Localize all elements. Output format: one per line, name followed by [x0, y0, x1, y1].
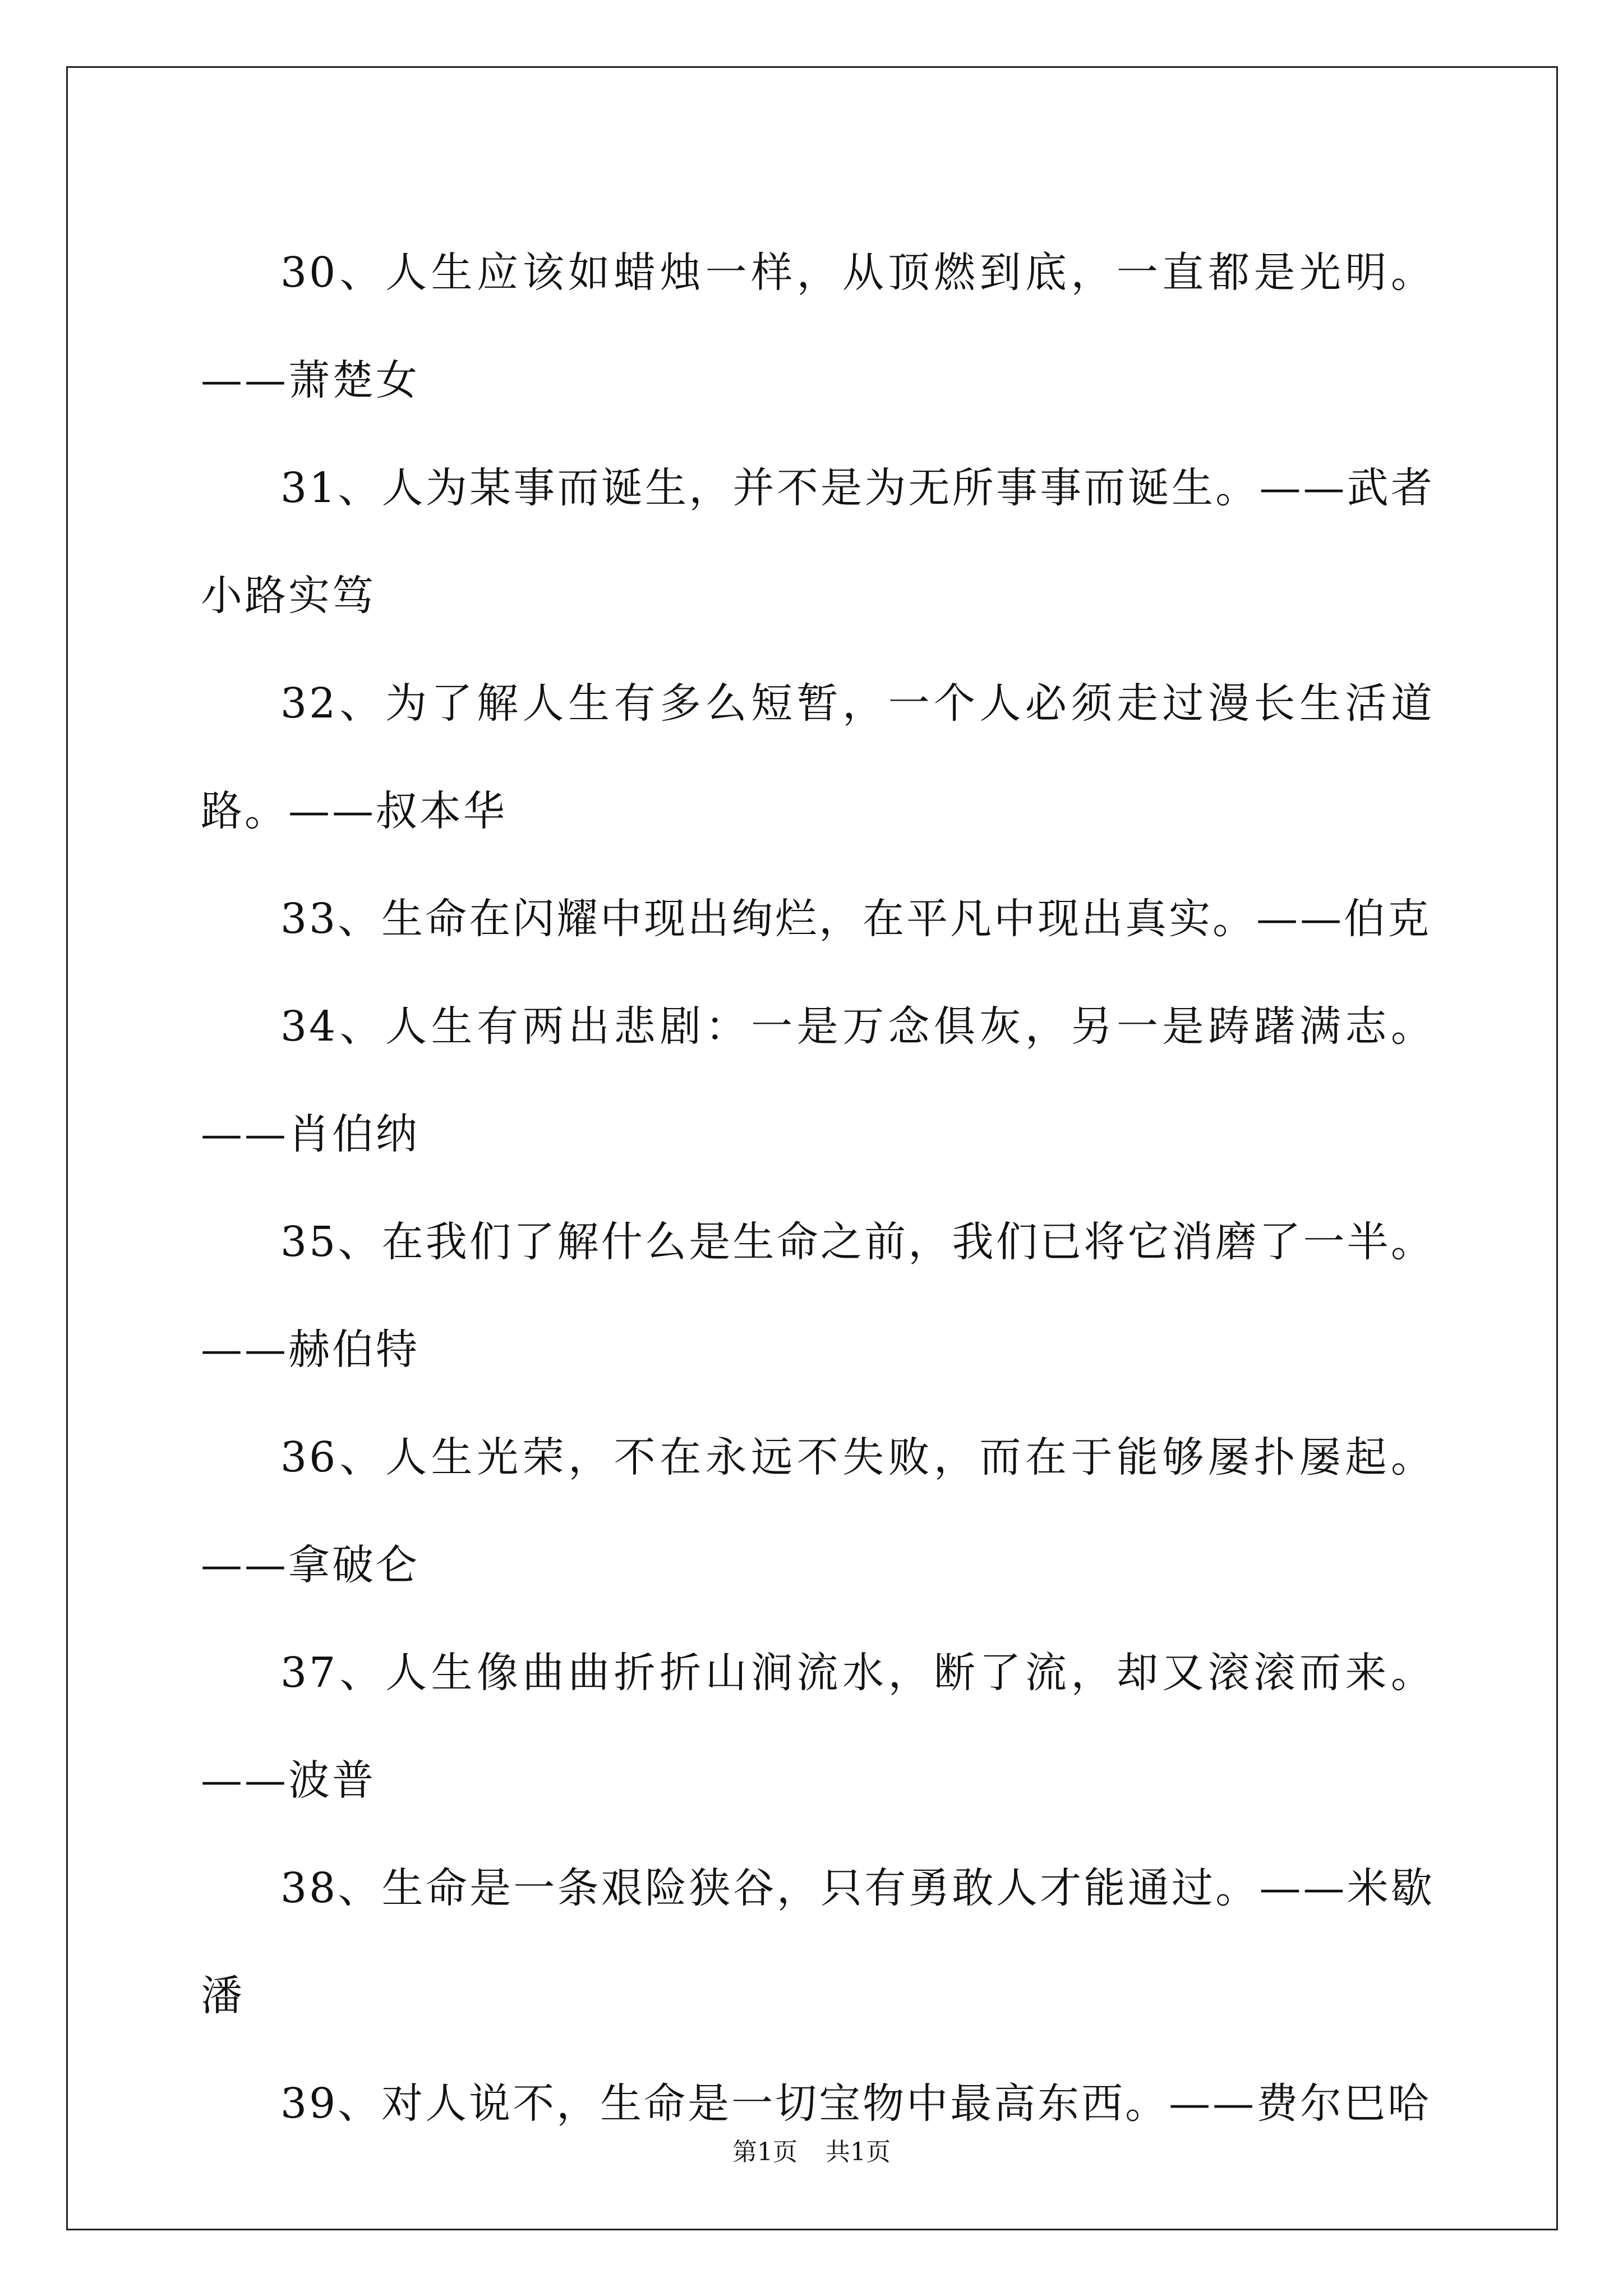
page-footer [0, 2132, 1623, 2168]
quote-30: 30、人生应该如蜡烛一样，从顶燃到底，一直都是光明。——萧楚女 [201, 249, 1435, 404]
quote-38: 38、生命是一条艰险狭谷，只有勇敢人才能通过。——米歇潘 [201, 1864, 1435, 2020]
page-total: 共1页 [826, 2138, 891, 2166]
quote-39: 39、对人说不，生命是一切宝物中最高东西。——费尔巴哈 [280, 2079, 1432, 2128]
quote-34: 34、人生有两出悲剧：一是万念俱灰，另一是踌躇满志。——肖伯纳 [201, 1002, 1435, 1158]
quote-33: 33、生命在闪耀中现出绚烂，在平凡中现出真实。——伯克 [280, 895, 1432, 943]
document-body [201, 219, 1435, 2157]
page-number: 第1页 [732, 2138, 797, 2166]
quote-31: 31、人为某事而诞生，并不是为无所事事而诞生。——武者小路实笃 [201, 464, 1435, 620]
quote-37: 37、人生像曲曲折折山涧流水，断了流，却又滚滚而来。——波普 [201, 1649, 1435, 1805]
quote-36: 36、人生光荣，不在永远不失败，而在于能够屡扑屡起。——拿破仑 [201, 1433, 1435, 1589]
quote-35: 35、在我们了解什么是生命之前，我们已将它消磨了一半。——赫伯特 [201, 1218, 1435, 1374]
quote-32: 32、为了解人生有多么短暂，一个人必须走过漫长生活道路。——叔本华 [201, 679, 1435, 835]
